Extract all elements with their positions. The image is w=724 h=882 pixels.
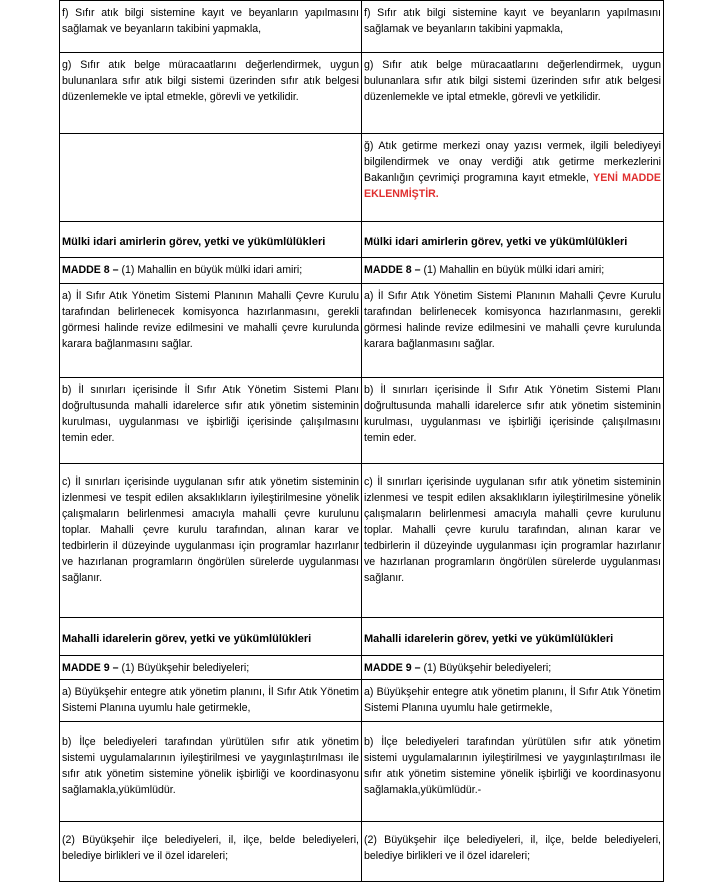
new-article-badge: YENİ MADDE EKLENMİŞTİR. — [364, 172, 661, 200]
left-cell: c) İl sınırları içerisinde uygulanan sıfır atık yönetim sisteminin izlenmesi ve tespit edilen aksaklıkların iyileştirilmesine yönelik çalışmaların belirlenmesi amacıyla mahalli çevre kurulunu toplar. Mahalli çevre kurulu tarafından, alınan karar ve tedbirlerin il düzeyinde uygulanması için programlar hazırlanır ve hazırlanan programların öngörülen sürelerde uygulanması sağlanır. — [60, 464, 362, 618]
right-cell: f) Sıfır atık bilgi sistemine kayıt ve beyanların yapılmasını sağlamak ve beyanların takibini yapmakla, — [362, 1, 664, 53]
left-cell-empty — [60, 134, 362, 222]
right-cell: a) Büyükşehir entegre atık yönetim planını, İl Sıfır Atık Yönetim Sistemi Planına uyumlu hale getirmekle, — [362, 680, 664, 722]
article-text: (1) Büyükşehir belediyeleri; — [420, 662, 552, 674]
left-cell: f) Sıfır atık bilgi sistemine kayıt ve beyanların yapılmasını sağlamak ve beyanların takibini yapmakla, — [60, 1, 362, 53]
table-row — [60, 134, 664, 222]
right-cell: b) İl sınırları içerisinde İl Sıfır Atık Yönetim Sistemi Planı doğrultusunda mahalli idarelerce sıfır atık yönetim sisteminin kurulması, uygulanması ve işbirliği içerisinde çalışılmasını temin eder. — [362, 378, 664, 464]
table-row — [60, 222, 664, 258]
article-label: MADDE 9 – — [62, 662, 119, 674]
article-cell — [60, 258, 362, 284]
comparison-table — [59, 0, 664, 882]
article-text: (1) Mahallin en büyük mülki idari amiri; — [118, 264, 303, 276]
section-heading: Mülki idari amirlerin görev, yetki ve yükümlülükleri — [60, 222, 362, 258]
table-row — [60, 1, 664, 53]
left-cell: (2) Büyükşehir ilçe belediyeleri, il, ilçe, belde belediyeleri, belediye birlikleri ve il özel idareleri; — [60, 822, 362, 882]
left-cell: a) Büyükşehir entegre atık yönetim planını, İl Sıfır Atık Yönetim Sistemi Planına uyumlu hale getirmekle, — [60, 680, 362, 722]
section-heading: Mahalli idarelerin görev, yetki ve yükümlülükleri — [60, 618, 362, 656]
article-label: MADDE 8 – — [364, 264, 421, 276]
article-text: (1) Mahallin en büyük mülki idari amiri; — [420, 264, 605, 276]
table-row — [60, 618, 664, 656]
left-cell: a) İl Sıfır Atık Yönetim Sistemi Planının Mahalli Çevre Kurulu tarafından belirlenecek komisyonca hazırlanmasını, gerekli görmesi halinde revize edilmesini ve mahalli çevre kurulunda karara bağlanmasını sağlar. — [60, 284, 362, 378]
table-row — [60, 378, 664, 464]
right-cell — [362, 134, 664, 222]
article-cell — [362, 258, 664, 284]
table-row — [60, 656, 664, 680]
table-row — [60, 258, 664, 284]
table-row — [60, 822, 664, 882]
left-cell: g) Sıfır atık belge müracaatlarını değerlendirmek, uygun bulunanlara sıfır atık bilgi sistemi üzerinden sıfır atık belgesi düzenlemekle ve iptal etmekle, görevli ve yetkilidir. — [60, 53, 362, 134]
article-text: (1) Büyükşehir belediyeleri; — [118, 662, 250, 674]
table-row — [60, 284, 664, 378]
table-row — [60, 680, 664, 722]
new-article-text: ğ) Atık getirme merkezi onay yazısı vermek, ilgili belediyeyi bilgilendirmek ve onay verdiği atık getirme merkezlerini Bakanlığın çevrimiçi programına kayıt etmekle, — [364, 140, 661, 184]
table-row — [60, 722, 664, 822]
section-heading: Mahalli idarelerin görev, yetki ve yükümlülükleri — [362, 618, 664, 656]
right-cell: a) İl Sıfır Atık Yönetim Sistemi Planının Mahalli Çevre Kurulu tarafından belirlenecek komisyonca hazırlanmasını, gerekli görmesi halinde revize edilmesini ve mahalli çevre kurulunda karara bağlanmasını sağlar. — [362, 284, 664, 378]
left-cell: b) İlçe belediyeleri tarafından yürütülen sıfır atık yönetim sistemi uygulamalarının iyileştirilmesi ve yaygınlaştırılması ile sıfır atık yönetim sistemine yönelik işbirliği ve koordinasyonu sağlamakla,yükümlüdür. — [60, 722, 362, 822]
right-cell: b) İlçe belediyeleri tarafından yürütülen sıfır atık yönetim sistemi uygulamalarının iyileştirilmesi ve yaygınlaştırılması ile sıfır atık yönetim sistemine yönelik işbirliği ve koordinasyonu sağlamakla,yükümlüdür.- — [362, 722, 664, 822]
article-cell — [60, 656, 362, 680]
left-cell: b) İl sınırları içerisinde İl Sıfır Atık Yönetim Sistemi Planı doğrultusunda mahalli idarelerce sıfır atık yönetim sisteminin kurulması, uygulanması ve işbirliği içerisinde çalışılmasını temin eder. — [60, 378, 362, 464]
article-cell — [362, 656, 664, 680]
table-row — [60, 53, 664, 134]
article-label: MADDE 9 – — [364, 662, 421, 674]
right-cell: (2) Büyükşehir ilçe belediyeleri, il, ilçe, belde belediyeleri, belediye birlikleri ve il özel idareleri; — [362, 822, 664, 882]
article-label: MADDE 8 – — [62, 264, 119, 276]
section-heading: Mülki idari amirlerin görev, yetki ve yükümlülükleri — [362, 222, 664, 258]
comparison-document — [59, 0, 661, 882]
right-cell: g) Sıfır atık belge müracaatlarını değerlendirmek, uygun bulunanlara sıfır atık bilgi sistemi üzerinden sıfır atık belgesi düzenlemekle ve iptal etmekle, görevli ve yetkilidir. — [362, 53, 664, 134]
table-row — [60, 464, 664, 618]
right-cell: c) İl sınırları içerisinde uygulanan sıfır atık yönetim sisteminin izlenmesi ve tespit edilen aksaklıkların iyileştirilmesine yönelik çalışmaların belirlenmesi amacıyla mahalli çevre kurulunu toplar. Mahalli çevre kurulu tarafından, alınan karar ve tedbirlerin il düzeyinde uygulanması için programlar hazırlanır ve hazırlanan programların öngörülen sürelerde uygulanması sağlanır. — [362, 464, 664, 618]
